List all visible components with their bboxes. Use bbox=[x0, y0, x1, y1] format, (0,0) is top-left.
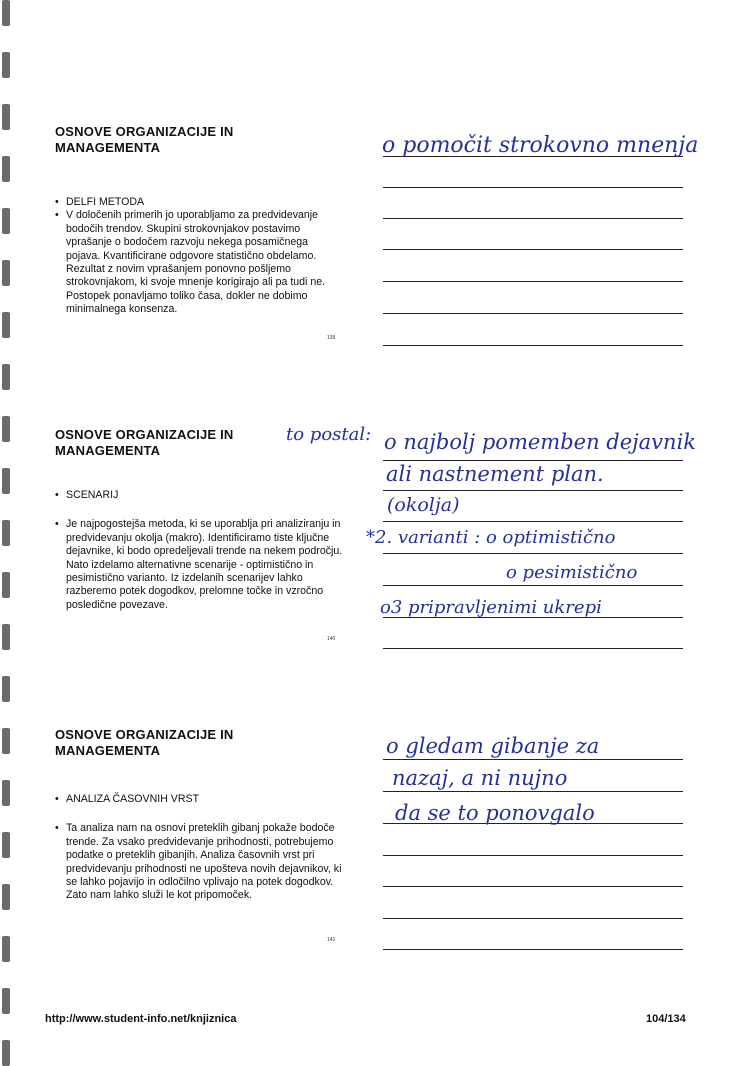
slide-page-number: 141 bbox=[327, 937, 336, 943]
handwritten-note: o pomočit strokovno mnenja bbox=[382, 133, 699, 158]
binding-ring bbox=[2, 832, 10, 858]
note-line bbox=[383, 460, 683, 461]
binding-ring bbox=[2, 520, 10, 546]
bullet-text: • Je najpogostejša metoda, ki se uporablja pri analiziranju in predvidevanju okolja (makro). Identificiramo tiste ključne dejavnike, ki bodo opredeljevali trende na nekem področju. Nato izdelamo alternativne scenarije - optimistično in pesimistično varianto. Iz izdelanih scenarijev lahko razberemo potek dogodkov, prelomne točke in vzročno posledične povezave. bbox=[55, 518, 345, 612]
handwritten-note: o3 pripravljenimi ukrepi bbox=[380, 597, 602, 618]
handwritten-note: o pesimistično bbox=[506, 562, 638, 583]
binding-ring bbox=[2, 728, 10, 754]
slide-delfi bbox=[55, 124, 345, 317]
note-line bbox=[383, 521, 683, 522]
note-line bbox=[383, 918, 683, 919]
handwritten-note: *2. varianti : o optimistično bbox=[366, 527, 616, 548]
binding-ring bbox=[2, 624, 10, 650]
binding-ring bbox=[2, 1040, 10, 1066]
note-line bbox=[383, 249, 683, 250]
note-line bbox=[383, 855, 683, 856]
bullet-text: • V določenih primerih jo uporabljamo za predvidevanje bodočih trendov. Skupini strokovnjakov postavimo vprašanje o bodočem razvoju nekega posamičnega pojava. Kvantificirane odgovore statistično obdelamo. Rezultat z novim vprašanjem ponovno pošljemo strokovnjakom, ki svoje mnenje korigirajo ali pa tudi ne. Postopek ponavljamo toliko časa, dokler ne dobimo minimalnega konsenza. bbox=[55, 209, 345, 316]
binding-ring bbox=[2, 312, 10, 338]
handwritten-note: ali nastnement plan. bbox=[386, 462, 604, 486]
note-line bbox=[383, 791, 683, 792]
note-line bbox=[383, 886, 683, 887]
binding-ring bbox=[2, 52, 10, 78]
handwritten-note: da se to ponovgalo bbox=[395, 801, 595, 825]
binding-ring bbox=[2, 0, 10, 26]
slide-bullets bbox=[55, 489, 345, 612]
bullet-text: • Ta analiza nam na osnovi preteklih gibanj pokaže bodoče trende. Za vsako predvidevanje prihodnosti, potrebujemo podatke o preteklih gibanjih. Analiza časovnih vrst pri predvidevanju prihodnosti ne upošteva novih dejavnikov, ki se lahko pojavijo in odločilno vplivajo na potek dogodkov. Zato nam lahko služi le kot pripomoček. bbox=[55, 822, 345, 902]
slide-bullets bbox=[55, 196, 345, 317]
binding-ring bbox=[2, 936, 10, 962]
note-line bbox=[383, 313, 683, 314]
slide-page-number: 139 bbox=[327, 335, 336, 341]
footer-page-counter: 104/134 bbox=[646, 1013, 686, 1025]
binding-ring bbox=[2, 884, 10, 910]
note-line bbox=[383, 187, 683, 188]
bullet-heading: • SCENARIJ bbox=[55, 489, 345, 502]
spiral-binding bbox=[0, 0, 14, 1061]
note-line bbox=[383, 345, 683, 346]
bullet-heading: • DELFI METODA bbox=[55, 196, 345, 209]
binding-ring bbox=[2, 988, 10, 1014]
binding-ring bbox=[2, 208, 10, 234]
handwritten-note: o najbolj pomemben dejavnik bbox=[384, 430, 697, 454]
slide-title bbox=[55, 124, 345, 156]
footer-url: http://www.student-info.net/knjiznica bbox=[45, 1013, 237, 1025]
handwritten-note: nazaj, a ni nujno bbox=[392, 766, 568, 790]
bullet-heading: • ANALIZA ČASOVNIH VRST bbox=[55, 793, 345, 806]
slide-title-line: OSNOVE ORGANIZACIJE IN bbox=[55, 124, 234, 139]
handwritten-note: (okolja) bbox=[387, 494, 460, 516]
note-line bbox=[383, 949, 683, 950]
slide-page-number: 140 bbox=[327, 636, 336, 642]
slide-analiza bbox=[55, 727, 345, 903]
binding-ring bbox=[2, 468, 10, 494]
binding-ring bbox=[2, 780, 10, 806]
handwritten-note: to postal: bbox=[286, 424, 372, 445]
binding-ring bbox=[2, 676, 10, 702]
note-line bbox=[383, 759, 683, 760]
note-line bbox=[383, 490, 683, 491]
slide-title bbox=[55, 727, 345, 759]
binding-ring bbox=[2, 364, 10, 390]
slide-title-line: MANAGEMENTA bbox=[55, 140, 161, 155]
note-line bbox=[383, 218, 683, 219]
slide-title-line: MANAGEMENTA bbox=[55, 743, 161, 758]
binding-ring bbox=[2, 104, 10, 130]
binding-ring bbox=[2, 260, 10, 286]
binding-ring bbox=[2, 572, 10, 598]
note-line bbox=[383, 585, 683, 586]
slide-title-line: MANAGEMENTA bbox=[55, 443, 161, 458]
binding-ring bbox=[2, 156, 10, 182]
slide-scenarij bbox=[55, 427, 345, 612]
handwritten-note: o gledam gibanje za bbox=[386, 734, 600, 758]
slide-title-line: OSNOVE ORGANIZACIJE IN bbox=[55, 427, 234, 442]
binding-ring bbox=[2, 416, 10, 442]
note-line bbox=[383, 281, 683, 282]
note-line bbox=[383, 648, 683, 649]
note-line bbox=[383, 553, 683, 554]
slide-bullets bbox=[55, 793, 345, 903]
slide-title-line: OSNOVE ORGANIZACIJE IN bbox=[55, 727, 234, 742]
